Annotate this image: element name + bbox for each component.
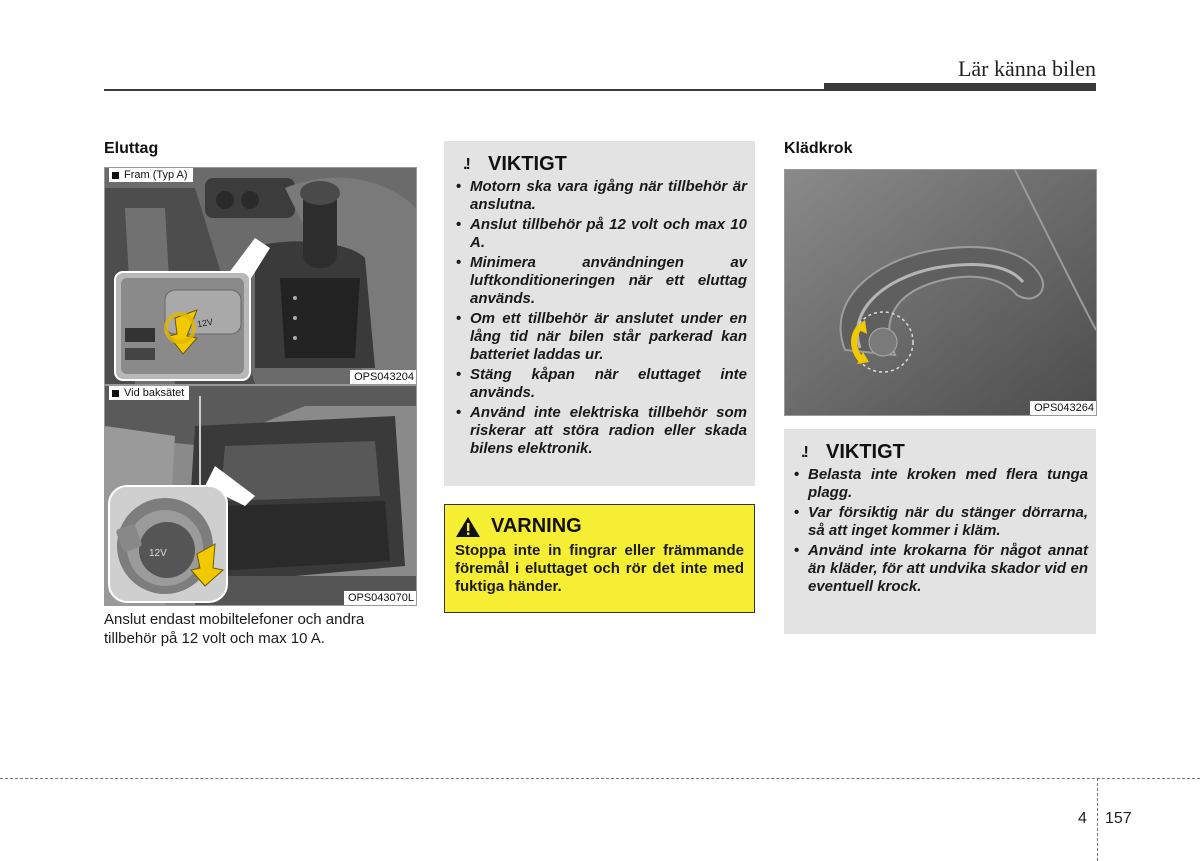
- notice-item: • Var försiktig när du stänger dörrarna, så att inget kommer i kläm.: [792, 504, 1088, 540]
- page-number: 157: [1105, 810, 1132, 827]
- square-bullet-icon: [112, 172, 119, 179]
- header-rule: [104, 89, 1096, 91]
- notice-item: • Motorn ska vara igång när tillbehör är anslutna.: [454, 178, 747, 214]
- warning-box: [444, 504, 755, 613]
- coat-hook-illustration: [785, 170, 1096, 415]
- notice-title: VIKTIGT: [488, 153, 567, 175]
- notice-list: [454, 178, 747, 458]
- notice-title-right: VIKTIGT: [826, 441, 905, 463]
- body-paragraph: Anslut endast mobiltelefoner och andra tillbehör på 12 volt och max 10 A.: [104, 611, 365, 647]
- photo-label-rear-text: Vid baksätet: [124, 387, 185, 399]
- rear-socket-illustration: [105, 386, 416, 605]
- section-heading-kladkrok: Klädkrok: [784, 140, 853, 157]
- notice-item: • Anslut tillbehör på 12 volt och max 10 A.: [454, 216, 747, 252]
- exclamation-icon: .!: [801, 443, 807, 461]
- photo-front-socket: [104, 167, 417, 385]
- notice-item: • Använd inte elektriska tillbehör som riskerar att störa radion eller skada bilens elektronik.: [454, 404, 747, 458]
- exclamation-icon: .!: [463, 155, 469, 173]
- front-socket-illustration: [105, 168, 416, 384]
- socket-12v-label-rear: 12V: [149, 548, 167, 559]
- notice-item: • Minimera användningen av luftkonditioneringen när ett eluttag används.: [454, 254, 747, 308]
- notice-item: • Om ett tillbehör är anslutet under en lång tid när bilen står parkerad kan batteriet laddas ur.: [454, 310, 747, 364]
- photo-code-rear: OPS043070L: [344, 591, 416, 605]
- photo-label-rear: [109, 386, 189, 400]
- warning-header: [455, 515, 744, 538]
- notice-list-right: [792, 466, 1088, 596]
- photo-code-front: OPS043204: [350, 370, 416, 384]
- notice-box-viktigt: [444, 141, 755, 486]
- notice-item: • Stäng kåpan när eluttaget inte används.: [454, 366, 747, 402]
- section-heading-eluttag: Eluttag: [104, 140, 159, 157]
- warning-triangle-icon: [455, 516, 481, 538]
- photo-rear-socket: [104, 385, 417, 606]
- warning-text: Stoppa inte in fingrar eller främmande föremål i eluttaget och rör det inte med fuktiga händer.: [455, 542, 744, 595]
- notice-item: • Belasta inte kroken med flera tunga plagg.: [792, 466, 1088, 502]
- notice-box-viktigt-right: [784, 429, 1096, 634]
- footer-dashed-divider: [1097, 778, 1098, 861]
- square-bullet-icon: [112, 390, 119, 397]
- notice-item: • Använd inte krokarna för något annat än kläder, för att undvika skador vid en eventuell krock.: [792, 542, 1088, 596]
- warning-title: VARNING: [491, 515, 582, 537]
- socket-12v-label-front: 12V: [196, 316, 214, 330]
- notice-header: [454, 153, 747, 176]
- footer-dashed-rule: [0, 778, 1200, 779]
- page-header-title: Lär känna bilen: [957, 56, 1096, 81]
- photo-label-front: [109, 168, 193, 182]
- photo-label-front-text: Fram (Typ A): [124, 169, 188, 181]
- chapter-number: 4: [1078, 810, 1087, 827]
- photo-code-hook: OPS043264: [1030, 401, 1096, 415]
- photo-coat-hook: [784, 169, 1097, 416]
- notice-header-right: [792, 441, 1088, 464]
